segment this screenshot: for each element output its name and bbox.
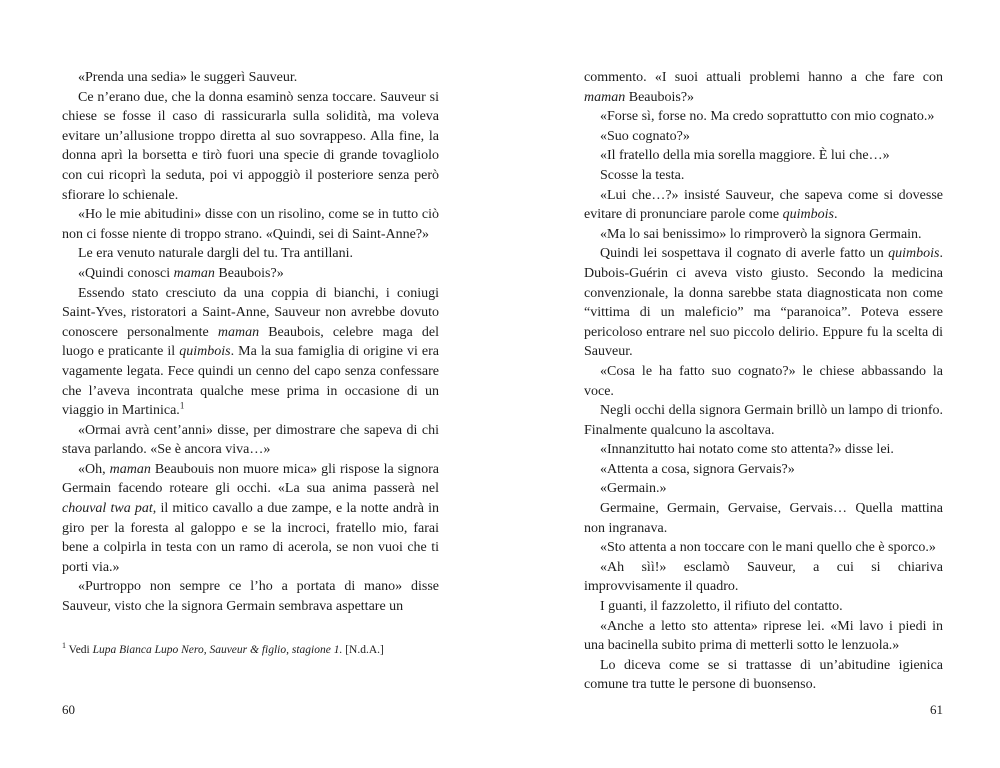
text-run: «Attenta a cosa, signora Gervais?» <box>600 461 795 477</box>
text-run: «Quindi conosci <box>78 265 174 281</box>
paragraph <box>584 107 943 127</box>
text-run: commento. «I suoi attuali problemi hanno a che fare con <box>584 70 943 85</box>
page-left <box>62 0 439 768</box>
text-run: Essendo stato cresciuto da una coppia di bianchi, i coniugi Saint-Yves, ristoratori a Saint-Anne, Sauveur non avrebbe dovuto conoscere personalmente <box>62 285 439 340</box>
paragraph <box>584 617 943 656</box>
paragraph <box>584 362 943 401</box>
text-run: Vedi <box>66 643 93 656</box>
paragraph <box>584 186 943 225</box>
text-run: «Lui che…?» insisté Sauveur, che sapeva come si dovesse evitare di pronunciare parole come <box>584 187 943 223</box>
paragraph <box>62 244 439 264</box>
text-run: «Innanzitutto hai notato come sto attenta?» disse lei. <box>600 442 894 458</box>
text-run: Germaine, Germain, Gervaise, Gervais… Quella mattina non ingranava. <box>584 501 943 536</box>
paragraph <box>584 166 943 186</box>
italic-text: quimbois <box>179 344 231 360</box>
text-run: «Oh, <box>78 461 110 477</box>
paragraph <box>584 656 943 695</box>
text-run: Ce n’erano due, che la donna esaminò senza toccare. Sauveur si chiese se fosse il caso di rassicurarla sulla solidità, ma voleva evitare un’allusione troppo diretta al suo sovrappeso. Alla fine, la donna aprì la borsetta e tirò fuori una specie di grande tovagliolo con cui ricoprì la seduta, poi vi appoggiò il posteriore senza però sfiorare lo schienale. <box>62 89 439 203</box>
text-run: . Ma la sua famiglia di origine vi era vagamente legata. Fece quindi un cenno del capo senza confessare che l’aveva incontrata qualche mese prima in occasione di un viaggio in Martinica. <box>62 344 439 419</box>
paragraph <box>584 146 943 166</box>
text-run: «Prenda una sedia» le suggerì Sauveur. <box>78 70 298 85</box>
text-run: «Cosa le ha fatto suo cognato?» le chiese abbassando la voce. <box>584 363 943 399</box>
text-run: «Ma lo sai benissimo» lo rimproverò la signora Germain. <box>600 226 922 242</box>
text-run: «Ah sìì!» esclamò Sauveur, a cui si chiariva improvvisamente il quadro. <box>584 559 943 595</box>
text-run: «Germain.» <box>600 481 667 497</box>
paragraph <box>62 421 439 460</box>
paragraph <box>62 577 439 616</box>
text-run: . Dubois-Guérin ci aveva visto giusto. Secondo la medicina convenzionale, la donna sarebbe stata diagnosticata non come “vittima di un maleficio” ma “paranoica”. Poteva essere pericoloso entrare nel suo piccolo delirio. Eppure fu la scelta di Sauveur. <box>584 246 943 360</box>
footnote-marker: 1 <box>62 640 66 650</box>
page-right <box>584 0 943 768</box>
text-run: «Sto attenta a non toccare con le mani quello che è sporco.» <box>600 540 936 556</box>
italic-text: chouval twa pat <box>62 501 153 517</box>
italic-text: maman <box>109 461 151 477</box>
text-run: «Ormai avrà cent’anni» disse, per dimostrare che sapeva di chi stava parlando. «Se è ancora viva…» <box>62 422 439 458</box>
paragraph <box>584 538 943 558</box>
text-run: Scosse la testa. <box>600 167 685 183</box>
footnote <box>62 640 439 658</box>
text-run: [N.d.A.] <box>342 643 384 656</box>
text-run: Beaubois?» <box>625 89 695 105</box>
text-run: «Ho le mie abitudini» disse con un risolino, come se in tutto ciò non ci fosse niente di troppo strano. «Quindi, sei di Saint-Anne?» <box>62 207 439 242</box>
text-run: «Anche a letto sto attenta» riprese lei. «Mi lavo i piedi in una bacinella subito prima di metterli sotto le lenzuola.» <box>584 618 943 654</box>
italic-text: maman <box>584 89 626 105</box>
text-run: Le era venuto naturale dargli del tu. Tra antillani. <box>78 246 353 262</box>
paragraph <box>584 558 943 597</box>
italic-text: quimbois <box>782 207 834 223</box>
paragraph <box>584 68 943 107</box>
italic-text: maman <box>217 324 260 340</box>
paragraph <box>62 205 439 244</box>
footnote-marker: 1 <box>179 400 185 411</box>
paragraph <box>584 127 943 147</box>
page-number-left: 60 <box>62 702 75 717</box>
text-run: Lo diceva come se si trattasse di un’abitudine igienica comune tra tutte le persone di buonsenso. <box>584 657 943 693</box>
text-run: «Suo cognato?» <box>600 128 690 144</box>
text-run: I guanti, il fazzoletto, il rifiuto del contatto. <box>600 599 843 615</box>
paragraph <box>584 460 943 480</box>
paragraph <box>584 225 943 245</box>
paragraph <box>62 460 439 578</box>
paragraph <box>584 244 943 362</box>
text-run: «Il fratello della mia sorella maggiore. È lui che…» <box>600 148 890 164</box>
text-run: «Forse sì, forse no. Ma credo soprattutto con mio cognato.» <box>600 109 935 125</box>
page-left-body <box>62 0 439 617</box>
paragraph <box>62 88 439 206</box>
text-run: . <box>833 207 838 223</box>
text-run: Beaubois?» <box>214 265 284 281</box>
paragraph <box>584 479 943 499</box>
paragraph <box>584 440 943 460</box>
page-number-right: 61 <box>930 702 943 717</box>
text-run: Beaubouis non muore mica» gli rispose la signora Germain facendo roteare gli occhi. «La sua anima passerà nel <box>62 461 439 497</box>
paragraph <box>584 401 943 440</box>
paragraph <box>62 284 439 421</box>
paragraph <box>584 499 943 538</box>
text-run: Quindi lei sospettava il cognato di averle fatto un <box>600 246 889 262</box>
paragraph <box>62 68 439 88</box>
text-run: Negli occhi della signora Germain brillò un lampo di trionfo. Finalmente qualcuno la ascoltava. <box>584 403 943 438</box>
paragraph <box>584 597 943 617</box>
italic-text: maman <box>173 265 215 281</box>
page-right-body <box>584 0 943 695</box>
paragraph <box>62 264 439 284</box>
text-run: Beaubois, celebre maga del luogo e praticante il <box>62 324 439 360</box>
italic-text: Lupa Bianca Lupo Nero, Sauveur & figlio, stagione 1. <box>92 643 343 656</box>
text-run: , il mitico cavallo a due zampe, e la notte andrà in giro per la foresta al galoppo e se la incroci, fratello mio, farai bene a colpirla in testa con un ramo di acerola, se non vuoi che ti porti via.» <box>62 501 439 575</box>
text-run: «Purtroppo non sempre ce l’ho a portata di mano» disse Sauveur, visto che la signora Germain sembrava aspettare un <box>62 579 439 615</box>
italic-text: quimbois <box>888 246 940 262</box>
